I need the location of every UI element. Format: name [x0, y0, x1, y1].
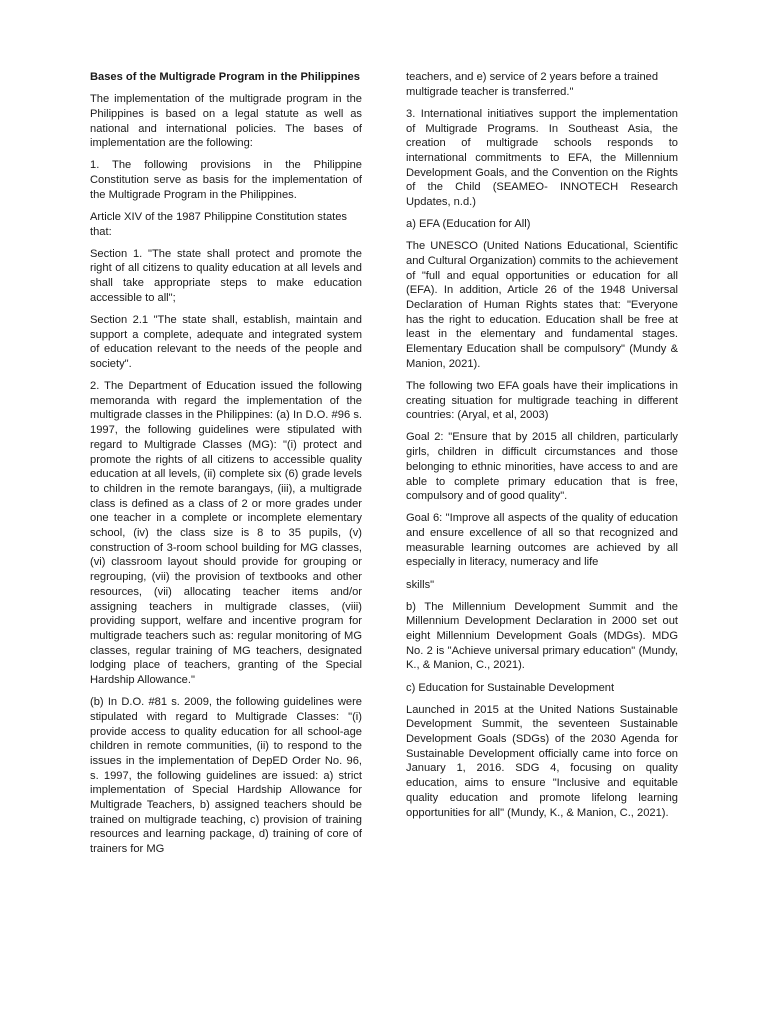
subheading: a) EFA (Education for All) — [406, 218, 531, 231]
left-column — [90, 70, 362, 864]
paragraph: Section 2.1 "The state shall, establish, maintain and support a complete, adequate and integrated system of education relevant to the needs of the people and society". — [90, 313, 362, 370]
paragraph: The implementation of the multigrade program in the Philippines is based on a legal statute as well as national and international policies. The bases of implementation are the following: — [90, 93, 362, 150]
paragraph: skills" — [406, 578, 435, 591]
subheading: c) Education for Sustainable Development — [406, 681, 615, 694]
right-column — [406, 70, 678, 828]
paragraph: Section 1. "The state shall protect and promote the right of all citizens to quality education at all levels and shall take appropriate steps to make education accessible to all"; — [90, 247, 362, 304]
paragraph: Goal 2: "Ensure that by 2015 all children, particularly girls, children in difficult circumstances and those belonging to ethnic minorities, have access to and are able to complete primary education that is free, compulsory and of good quality". — [406, 431, 678, 503]
paragraph: 2. The Department of Education issued the following memoranda with regard the implementation of the multigrade classes in the Philippines: (a) In D.O. #96 s. 1997, the following guidelines were stipulated with regard to Multigrade Classes (MG): "(i) protect and promote the rights of all citizens to accessible quality education at all levels, (ii) complete six (6) grade levels to children in the remote barangays, (iii), a multigrade class is defined as a class of 2 or more grades under one teacher in a complete or incomplete elementary school, (iv) the class size is 8 to 35 pupils, (v) construction of 3-room school building for MG classes, (vi) classroom layout should provide for grouping or regrouping, (vii) the provision of textbooks and other resources, (vii) allocating teacher items and/or assigning teachers in multigrade classes, (viii) providing support, welfare and incentive program for multigrade teachers such as: regular monitoring of MG classes, regular training of MG teachers, designated lodging place of teachers, granting of the Special Hardship Allowance." — [90, 380, 362, 687]
paragraph: 1. The following provisions in the Philippine Constitution serve as basis for the implementation of the Multigrade Program in the Philippines. — [90, 159, 362, 201]
paragraph: Goal 6: "Improve all aspects of the quality of education and ensure excellence of all so that recognized and measurable learning outcomes are achieved by all especially in literacy, numeracy and life — [406, 512, 678, 569]
paragraph: The UNESCO (United Nations Educational, Scientific and Cultural Organization) commits to the achievement of "full and equal opportunities or education for all (EFA). In addition, Article 26 of the 1948 Universal Declaration of Human Rights states that: "Everyone has the right to education. Education shall be free at least in the elementary and fundamental stages. Elementary Education shall be compulsory" (Mundy & Manion, 2021). — [406, 240, 678, 370]
section-title: Bases of the Multigrade Program in the Philippines — [90, 71, 360, 83]
paragraph: 3. International initiatives support the implementation of Multigrade Programs. In Southeast Asia, the creation of multigrade schools responds to international commitments to EFA, the Millennium Development Goals, and the Convention on the Rights of the Child (SEAMEO- INNOTECH Research Updates, n.d.) — [406, 107, 678, 209]
paragraph: The following two EFA goals have their implications in creating situation for multigrade teaching in different countries: (Aryal, et al, 2003) — [406, 379, 678, 422]
paragraph: (b) In D.O. #81 s. 2009, the following guidelines were stipulated with regard to Multigrade Classes: "(i) provide access to quality education for all school-age children in remote communities, (ii) to respond to the issues in the implementation of DepED Order No. 96, s. 1997, the following guidelines are issued: a) strict implementation of Special Hardship Allowance for Multigrade Teachers, b) assigned teachers should be trained on multigrade teaching, c) provision of training resources and learning package, d) training of core of trainers for MG — [90, 696, 362, 856]
paragraph: teachers, and e) service of 2 years before a trained multigrade teacher is transferred." — [406, 71, 659, 98]
paragraph: b) The Millennium Development Summit and the Millennium Development Declaration in 2000 set out eight Millennium Development Goals (MDGs). MDG No. 2 is "Achieve universal primary education" (Mundy, K., & Manion, C., 2021). — [406, 600, 678, 672]
paragraph: Article XIV of the 1987 Philippine Constitution states that: — [90, 210, 348, 238]
paragraph: Launched in 2015 at the United Nations Sustainable Development Summit, the seventeen Sustainable Development Goals (SDGs) of the 2030 Agenda for Sustainable Development officially came into force on January 1, 2016. SDG 4, focusing on quality education, aims to ensure "Inclusive and equitable quality education and promote lifelong learning opportunities for all" (Mundy, K., & Manion, C., 2021). — [406, 703, 678, 819]
